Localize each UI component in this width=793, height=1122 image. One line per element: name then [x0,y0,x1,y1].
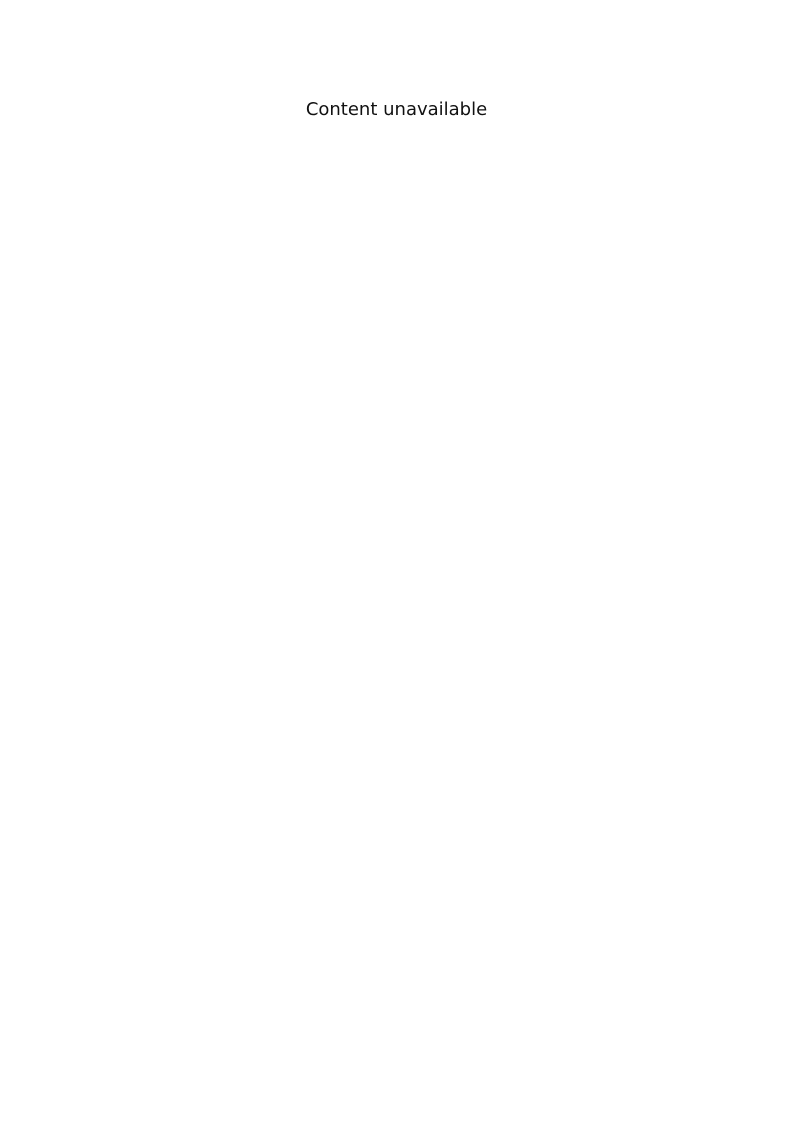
document-line: Content unavailable [305,99,488,120]
document-content [40,96,753,1042]
